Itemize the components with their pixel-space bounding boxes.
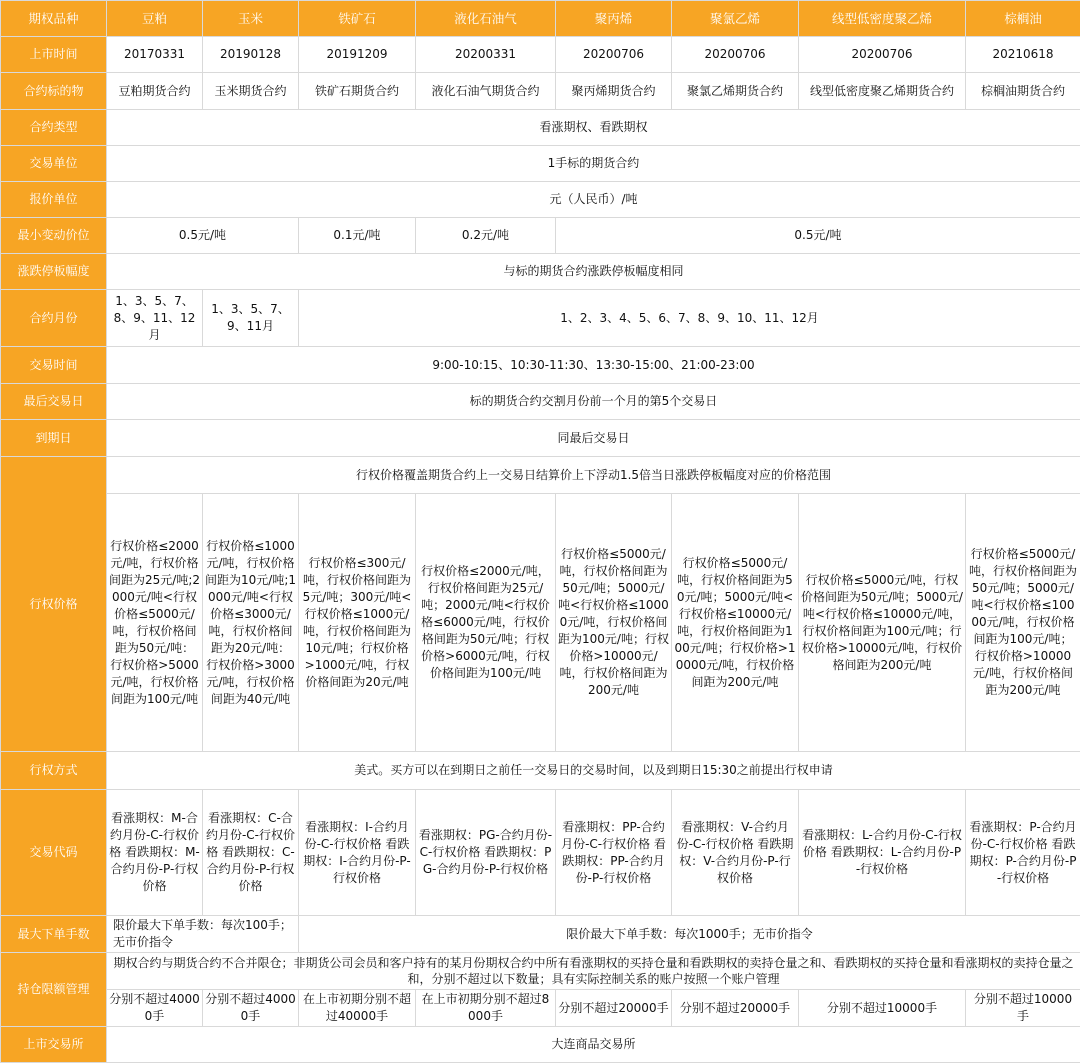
row-label: 持仓限额管理 bbox=[1, 953, 107, 1027]
table-cell: 豆粕期货合约 bbox=[107, 73, 203, 110]
table-cell: 分别不超过20000手 bbox=[556, 990, 672, 1027]
table-cell: 美式。买方可以在到期日之前任一交易日的交易时间，以及到期日15:30之前提出行权申请 bbox=[107, 752, 1080, 790]
row-label: 合约类型 bbox=[1, 110, 107, 146]
table-cell: 行权价格≤1000元/吨，行权价格间距为10元/吨;1000元/吨<行权价格≤3000元/吨，行权价格间距为20元/吨：行权价格>3000元/吨，行权价格间距为40元/吨 bbox=[203, 494, 299, 752]
table-cell: 20170331 bbox=[107, 37, 203, 73]
row-label: 行权价格 bbox=[1, 457, 107, 752]
row-position-summary bbox=[1, 953, 1080, 990]
table-cell: 行权价格≤5000元/吨，行权价格间距为50元/吨；5000元/吨<行权价格≤10000元/吨，行权价格间距为100元/吨；行权价格>10000元/吨，行权价格间距为200元/吨 bbox=[672, 494, 799, 752]
row-months bbox=[1, 290, 1080, 347]
table-cell: 1、3、5、7、8、9、11、12月 bbox=[107, 290, 203, 347]
table-cell: 看涨期权：I-合约月份-C-行权价格 看跌期权：I-合约月份-P-行权价格 bbox=[299, 790, 416, 916]
row-label: 交易时间 bbox=[1, 347, 107, 384]
table-cell: 分别不超过40000手 bbox=[203, 990, 299, 1027]
table-cell: 分别不超过10000手 bbox=[966, 990, 1080, 1027]
table-cell: 在上市初期分别不超过8000手 bbox=[416, 990, 556, 1027]
row-label: 最小变动价位 bbox=[1, 218, 107, 254]
header-col: 玉米 bbox=[203, 1, 299, 37]
row-label: 最后交易日 bbox=[1, 384, 107, 420]
table-cell: 20200706 bbox=[672, 37, 799, 73]
row-label: 合约标的物 bbox=[1, 73, 107, 110]
table-cell: 限价最大下单手数：每次1000手；无市价指令 bbox=[299, 916, 1080, 953]
table-cell: 看涨期权：L-合约月份-C-行权价格 看跌期权：L-合约月份-P-行权价格 bbox=[799, 790, 966, 916]
table-cell: 液化石油气期货合约 bbox=[416, 73, 556, 110]
table-cell: 20200706 bbox=[799, 37, 966, 73]
row-last-day bbox=[1, 384, 1080, 420]
table-cell: 棕榈油期货合约 bbox=[966, 73, 1080, 110]
table-cell: 看涨期权：V-合约月份-C-行权价格 看跌期权：V-合约月份-P-行权价格 bbox=[672, 790, 799, 916]
table-cell: 看涨期权：M-合约月份-C-行权价格 看跌期权：M-合约月份-P-行权价格 bbox=[107, 790, 203, 916]
table-cell: 玉米期货合约 bbox=[203, 73, 299, 110]
table-cell: 分别不超过20000手 bbox=[672, 990, 799, 1027]
table-cell: 聚丙烯期货合约 bbox=[556, 73, 672, 110]
table-cell: 20190128 bbox=[203, 37, 299, 73]
row-trading-hours bbox=[1, 347, 1080, 384]
row-label: 合约月份 bbox=[1, 290, 107, 347]
row-trade-unit bbox=[1, 146, 1080, 182]
table-cell: 同最后交易日 bbox=[107, 420, 1080, 457]
row-label: 报价单位 bbox=[1, 182, 107, 218]
header-col: 豆粕 bbox=[107, 1, 203, 37]
table-cell: 行权价格覆盖期货合约上一交易日结算价上下浮动1.5倍当日涨跌停板幅度对应的价格范围 bbox=[107, 457, 1080, 494]
header-col: 棕榈油 bbox=[966, 1, 1080, 37]
table-cell: 在上市初期分别不超过40000手 bbox=[299, 990, 416, 1027]
table-cell: 行权价格≤2000元/吨，行权价格间距为25元/吨;2000元/吨<行权价格≤5000元/吨，行权价格间距为50元/吨：行权价格>5000元/吨，行权价格间距为100元/吨 bbox=[107, 494, 203, 752]
row-label: 交易单位 bbox=[1, 146, 107, 182]
table-cell: 与标的期货合约涨跌停板幅度相同 bbox=[107, 254, 1080, 290]
table-cell: 限价最大下单手数：每次100手；无市价指令 bbox=[107, 916, 299, 953]
table-cell: 1、3、5、7、9、11月 bbox=[203, 290, 299, 347]
row-max-order bbox=[1, 916, 1080, 953]
row-label: 上市交易所 bbox=[1, 1027, 107, 1063]
table-cell: 看涨期权：PP-合约月份-C-行权价格 看跌期权：PP-合约月份-P-行权价格 bbox=[556, 790, 672, 916]
table-cell: 0.5元/吨 bbox=[107, 218, 299, 254]
row-position-values bbox=[1, 990, 1080, 1027]
table-cell: 行权价格≤5000元/吨，行权价格间距为50元/吨；5000元/吨<行权价格≤10000元/吨，行权价格间距为100元/吨；行权价格>10000元/吨，行权价格间距为200元/吨 bbox=[556, 494, 672, 752]
table-cell: 20191209 bbox=[299, 37, 416, 73]
row-label: 上市时间 bbox=[1, 37, 107, 73]
table-cell: 线型低密度聚乙烯期货合约 bbox=[799, 73, 966, 110]
header-col: 聚丙烯 bbox=[556, 1, 672, 37]
table-cell: 看涨期权：P-合约月份-C-行权价格 看跌期权：P-合约月份-P-行权价格 bbox=[966, 790, 1080, 916]
row-strike-summary bbox=[1, 457, 1080, 494]
table-cell: 标的期货合约交割月份前一个月的第5个交易日 bbox=[107, 384, 1080, 420]
table-cell: 看涨期权：C-合约月份-C-行权价格 看跌期权：C-合约月份-P-行权价格 bbox=[203, 790, 299, 916]
row-underlying bbox=[1, 73, 1080, 110]
row-expiry bbox=[1, 420, 1080, 457]
row-tick bbox=[1, 218, 1080, 254]
table-cell: 行权价格≤300元/吨，行权价格间距为5元/吨；300元/吨<行权价格≤1000元/吨，行权价格间距为10元/吨；行权价格>1000元/吨，行权价格间距为20元/吨 bbox=[299, 494, 416, 752]
table-cell: 铁矿石期货合约 bbox=[299, 73, 416, 110]
row-label: 涨跌停板幅度 bbox=[1, 254, 107, 290]
row-strike-values bbox=[1, 494, 1080, 752]
table-cell: 1、2、3、4、5、6、7、8、9、10、11、12月 bbox=[299, 290, 1080, 347]
row-list-time bbox=[1, 37, 1080, 73]
header-col: 铁矿石 bbox=[299, 1, 416, 37]
row-exchange bbox=[1, 1027, 1080, 1063]
header-corner: 期权品种 bbox=[1, 1, 107, 37]
table-cell: 分别不超过10000手 bbox=[799, 990, 966, 1027]
table-cell: 看涨期权、看跌期权 bbox=[107, 110, 1080, 146]
table-cell: 行权价格≤2000元/吨，行权价格间距为25元/吨；2000元/吨<行权价格≤6000元/吨，行权价格间距为50元/吨；行权价格>6000元/吨，行权价格间距为100元/吨 bbox=[416, 494, 556, 752]
table-cell: 20200331 bbox=[416, 37, 556, 73]
table-cell: 期权合约与期货合约不合并限仓；非期货公司会员和客户持有的某月份期权合约中所有看涨期权的买持仓量和看跌期权的卖持仓量之和、看跌期权的买持仓量和看涨期权的卖持仓量之和，分别不超过以下数量；具有实际控制关系的账户按照一个账户管理 bbox=[107, 953, 1080, 990]
row-exercise bbox=[1, 752, 1080, 790]
row-label: 到期日 bbox=[1, 420, 107, 457]
row-limit bbox=[1, 254, 1080, 290]
table-cell: 看涨期权：PG-合约月份-C-行权价格 看跌期权：PG-合约月份-P-行权价格 bbox=[416, 790, 556, 916]
row-contract-type bbox=[1, 110, 1080, 146]
row-quote-unit bbox=[1, 182, 1080, 218]
table-cell: 0.2元/吨 bbox=[416, 218, 556, 254]
table-cell: 行权价格≤5000元/吨，行权价格间距为50元/吨；5000元/吨<行权价格≤10000元/吨，行权价格间距为100元/吨；行权价格>10000元/吨，行权价格间距为200元/吨 bbox=[966, 494, 1080, 752]
table-cell: 0.1元/吨 bbox=[299, 218, 416, 254]
table-cell: 20200706 bbox=[556, 37, 672, 73]
row-codes bbox=[1, 790, 1080, 916]
table-cell: 大连商品交易所 bbox=[107, 1027, 1080, 1063]
row-label: 最大下单手数 bbox=[1, 916, 107, 953]
header-col: 液化石油气 bbox=[416, 1, 556, 37]
table-cell: 行权价格≤5000元/吨，行权价格间距为50元/吨；5000元/吨<行权价格≤10000元/吨，行权价格间距为100元/吨；行权价格>10000元/吨，行权价格间距为200元/吨 bbox=[799, 494, 966, 752]
header-row bbox=[1, 1, 1080, 37]
table-cell: 聚氯乙烯期货合约 bbox=[672, 73, 799, 110]
table-cell: 1手标的期货合约 bbox=[107, 146, 1080, 182]
row-label: 交易代码 bbox=[1, 790, 107, 916]
table-cell: 20210618 bbox=[966, 37, 1080, 73]
header-col: 聚氯乙烯 bbox=[672, 1, 799, 37]
table-cell: 0.5元/吨 bbox=[556, 218, 1080, 254]
table-cell: 元（人民币）/吨 bbox=[107, 182, 1080, 218]
table-cell: 9:00-10:15、10:30-11:30、13:30-15:00、21:00-23:00 bbox=[107, 347, 1080, 384]
row-label: 行权方式 bbox=[1, 752, 107, 790]
header-col: 线型低密度聚乙烯 bbox=[799, 1, 966, 37]
table-cell: 分别不超过40000手 bbox=[107, 990, 203, 1027]
